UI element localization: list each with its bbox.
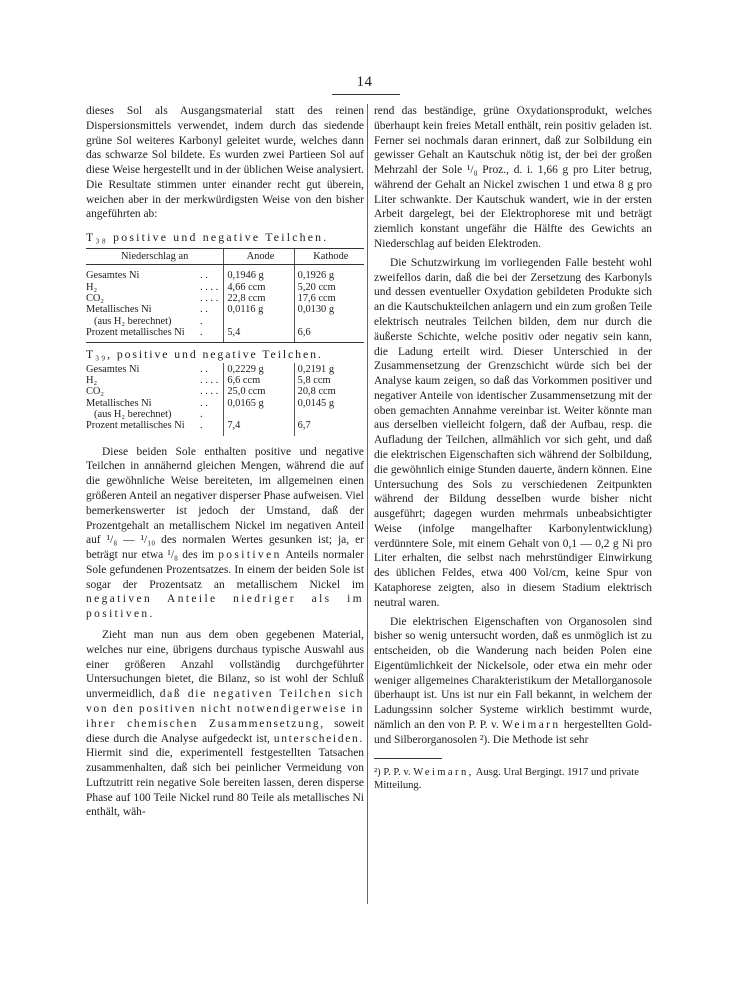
emphasis-negativen-anteile: negativen Anteile niedriger als im positiven. bbox=[86, 593, 364, 621]
table-row: Prozent metallisches Ni . 7,4 6,7 bbox=[86, 420, 364, 435]
table-38-col-kathode: Kathode bbox=[294, 249, 364, 265]
table-row: Metallisches Ni . . 0,0116 g 0,0130 g bbox=[86, 304, 364, 315]
left-paragraph-2: Diese beiden Sole enthalten positive und negative Teilchen in annähernd gleichen Mengen, während die auf die gewöhnliche Weise bereiteten, im allgemeinen einen größeren Anteil an negativer disperser Phase aufweisen. Viel bemerkenswerter ist jedoch der Umstand, daß der Prozentgehalt an metallischem Nickel im negativen Anteil auf ¹/₈ — ¹/₁₀ des normalen Wertes gesunken ist; ja, er beträgt nur etwa ¹/₈ des im positiven Anteils normaler Sole gefundenen Prozentsatzes. In einem der beiden Sole ist sogar der Prozentsatz an metallischem Nickel im negativen Anteile niedriger als im positiven. bbox=[86, 445, 364, 621]
table-38-col-anode: Anode bbox=[224, 249, 294, 265]
footnote-author-weimarn: Weimarn, bbox=[413, 766, 474, 778]
table-row: (aus H₂ berechnet) . bbox=[86, 316, 364, 327]
table-38-title: T₃₈ positive und negative Teilchen. bbox=[86, 230, 329, 245]
table-39-title: T₃₉, positive und negative Teilchen. bbox=[86, 347, 323, 362]
table-row: H₂ . . . . 6,6 ccm 5,8 ccm bbox=[86, 375, 364, 386]
right-paragraph-1: rend das beständige, grüne Oxydationsprodukt, welches überhaupt kein freies Metall enthält, rein positiv geladen ist. Ferner sei nochmals daran erinnert, daß zur Solbildung ein gewisser Gehalt an Kautschuk nötig ist, der bei der großen Mehrzahl der Sole ¹/₈ Proz., d. i. 1,66 g pro Liter betrug, während der Gehalt an Nickel zwischen 1 und etwa 8 g pro Liter schwankte. Der Kautschuk wandert, wie in der ersten Arbeit dargelegt, bei der Elektrophorese mit und beträgt ziemlich konstant ungefähr die Hälfte des Gewichts an Niederschlag auf beiden Elektroden. bbox=[374, 105, 652, 251]
left-paragraph-3: Zieht man nun aus dem oben gegebenen Material, welches nur eine, übrigens durchaus typische Auswahl aus einer größeren Anzahl vollständig durchgeführter Untersuchungen bietet, die Bilanz, so ist wohl der Schluß unvermeidlich, daß die negativen Teilchen sich von den positiven nicht notwendigerweise in ihrer chemischen Zusammensetzung, soweit diese durch die Analyse aufgedeckt ist, unterscheiden. Hiermit sind die, experimentell festgestellten Tatsachen zusammenhalten, daß sich bei peinlicher Vermeidung von Luftzutritt rein negative Sole bereiten lassen, deren disperse Phase auf 100 Teile Nickel rund 80 Teile als metallisches Ni enthält, wäh- bbox=[86, 629, 365, 819]
table-row: CO₂ . . . . 22,8 ccm 17,6 ccm bbox=[86, 293, 364, 304]
table-row: Gesamtes Ni . . 0,2229 g 0,2191 g bbox=[86, 363, 364, 375]
table-row: H₂ . . . . 4,66 ccm 5,20 ccm bbox=[86, 282, 364, 293]
table-row: Metallisches Ni . . 0,0165 g 0,0145 g bbox=[86, 398, 364, 409]
left-paragraph-1: dieses Sol als Ausgangsmaterial statt des reinen Dispersionsmittels verwendet, indem durch das siedende grüne Sol weiteres Karbonyl geleitet wurde, welches dann das schwarze Sol bildete. Es wurden zwei Partieen Sol auf diese Weise hergestellt und in der üblichen Weise analysiert. Die Resultate stimmen unter einander recht gut überein, weichen aber in der merkwürdigsten Weise von den bisher angeführten ab: bbox=[86, 105, 364, 221]
table-row: CO₂ . . . . 25,0 ccm 20,8 ccm bbox=[86, 386, 364, 397]
emphasis-unterscheiden: unterscheiden. bbox=[273, 732, 364, 745]
right-column bbox=[374, 104, 652, 792]
left-column bbox=[86, 104, 364, 820]
author-name-weimarn: Weimarn bbox=[502, 719, 561, 732]
table-39 bbox=[86, 363, 364, 436]
column-divider bbox=[367, 104, 368, 904]
table-row: Gesamtes Ni . . 0,1946 g 0,1926 g bbox=[86, 265, 364, 282]
table-row: (aus H₂ berechnet) . bbox=[86, 409, 364, 420]
footnote-rule bbox=[374, 758, 442, 759]
table-38-col-label: Niederschlag an bbox=[86, 249, 224, 265]
emphasis-conclusion: daß die negativen Teilchen sich von den positiven nicht notwendigerweise in ihrer chemischen Zusammensetzung, bbox=[86, 688, 365, 730]
table-row: Prozent metallisches Ni . 5,4 6,6 bbox=[86, 327, 364, 343]
page-number: 14 bbox=[356, 74, 373, 90]
emphasis-positiven: positiven bbox=[218, 549, 282, 562]
right-paragraph-3: Die elektrischen Eigenschaften von Organosolen sind bisher so wenig untersucht worden, daß es unmöglich ist zu entscheiden, ob die Wanderung nach beiden Polen eine Eigentümlichkeit der Nickelsole, oder etwa ein mehr oder weniger allgemeines Charakteristikum der Metallorganosole überhaupt ist. Uns ist nur ein Fall bekannt, in welchem der Ladungssinn solcher Systeme wirklich bestimmt wurde, nämlich an den von P. P. v. Weimarn hergestellten Gold- und Silberorganosolen ²). Die Methode ist sehr bbox=[374, 615, 653, 746]
table-38 bbox=[86, 248, 364, 343]
right-paragraph-2: Die Schutzwirkung im vorliegenden Falle besteht wohl zweifellos darin, daß die bei der Zersetzung des Karbonyls und dessen eventueller Oxydation gebildeten Produkte sich an die Kautschukteilchen anlagern und ein zum großen Teile elektrisch neutrales Teilchen bilden, dem nur durch die äußerste Schichte, welche positiv oder negativ sein kann, die Ladung erteilt wird. Dieser Unterschied in der Zusammensetzung der Grenzschicht würde sich bei der Analyse kaum zeigen, so daß das Vorkommen positiver und negativer Anteile von identischer Zusammensetzung mit der oben gemachten Annahme vereinbar ist. Weiter könnte man aus derselben vielleicht folgern, daß der Aufbau, resp. die Aufladung der Teilchen, allmählich vor sich geht, und daß die elektrischen Eigenschaften sich während der Solbildung, die gewöhnlich einige Stunden dauerte, ändern können. Eine Untersuchung des Sols zu verschiedenen Zeitpunkten während der Bildung desselben wurde bisher nicht ausgeführt; dagegen wurden mehrmals unbeabsichtigter Weise (infolge mangelhafter Karbonylentwicklung) verdünntere Sole, mit einem Gehalt von 0,1 — 0,2 g Ni pro Liter erhalten, die selbst nach mehrstündiger Einwirkung des üblichen Feldes, etwa 400 Vol/cm, keine Spur von Kataphorese zeigten, also in diesem Stadium elektrisch neutral waren. bbox=[374, 256, 652, 609]
page-number-rule bbox=[332, 94, 400, 95]
footnote: ²) P. P. v. Weimarn, Ausg. Ural Bergingt. 1917 und private Mitteilung. bbox=[374, 766, 639, 791]
